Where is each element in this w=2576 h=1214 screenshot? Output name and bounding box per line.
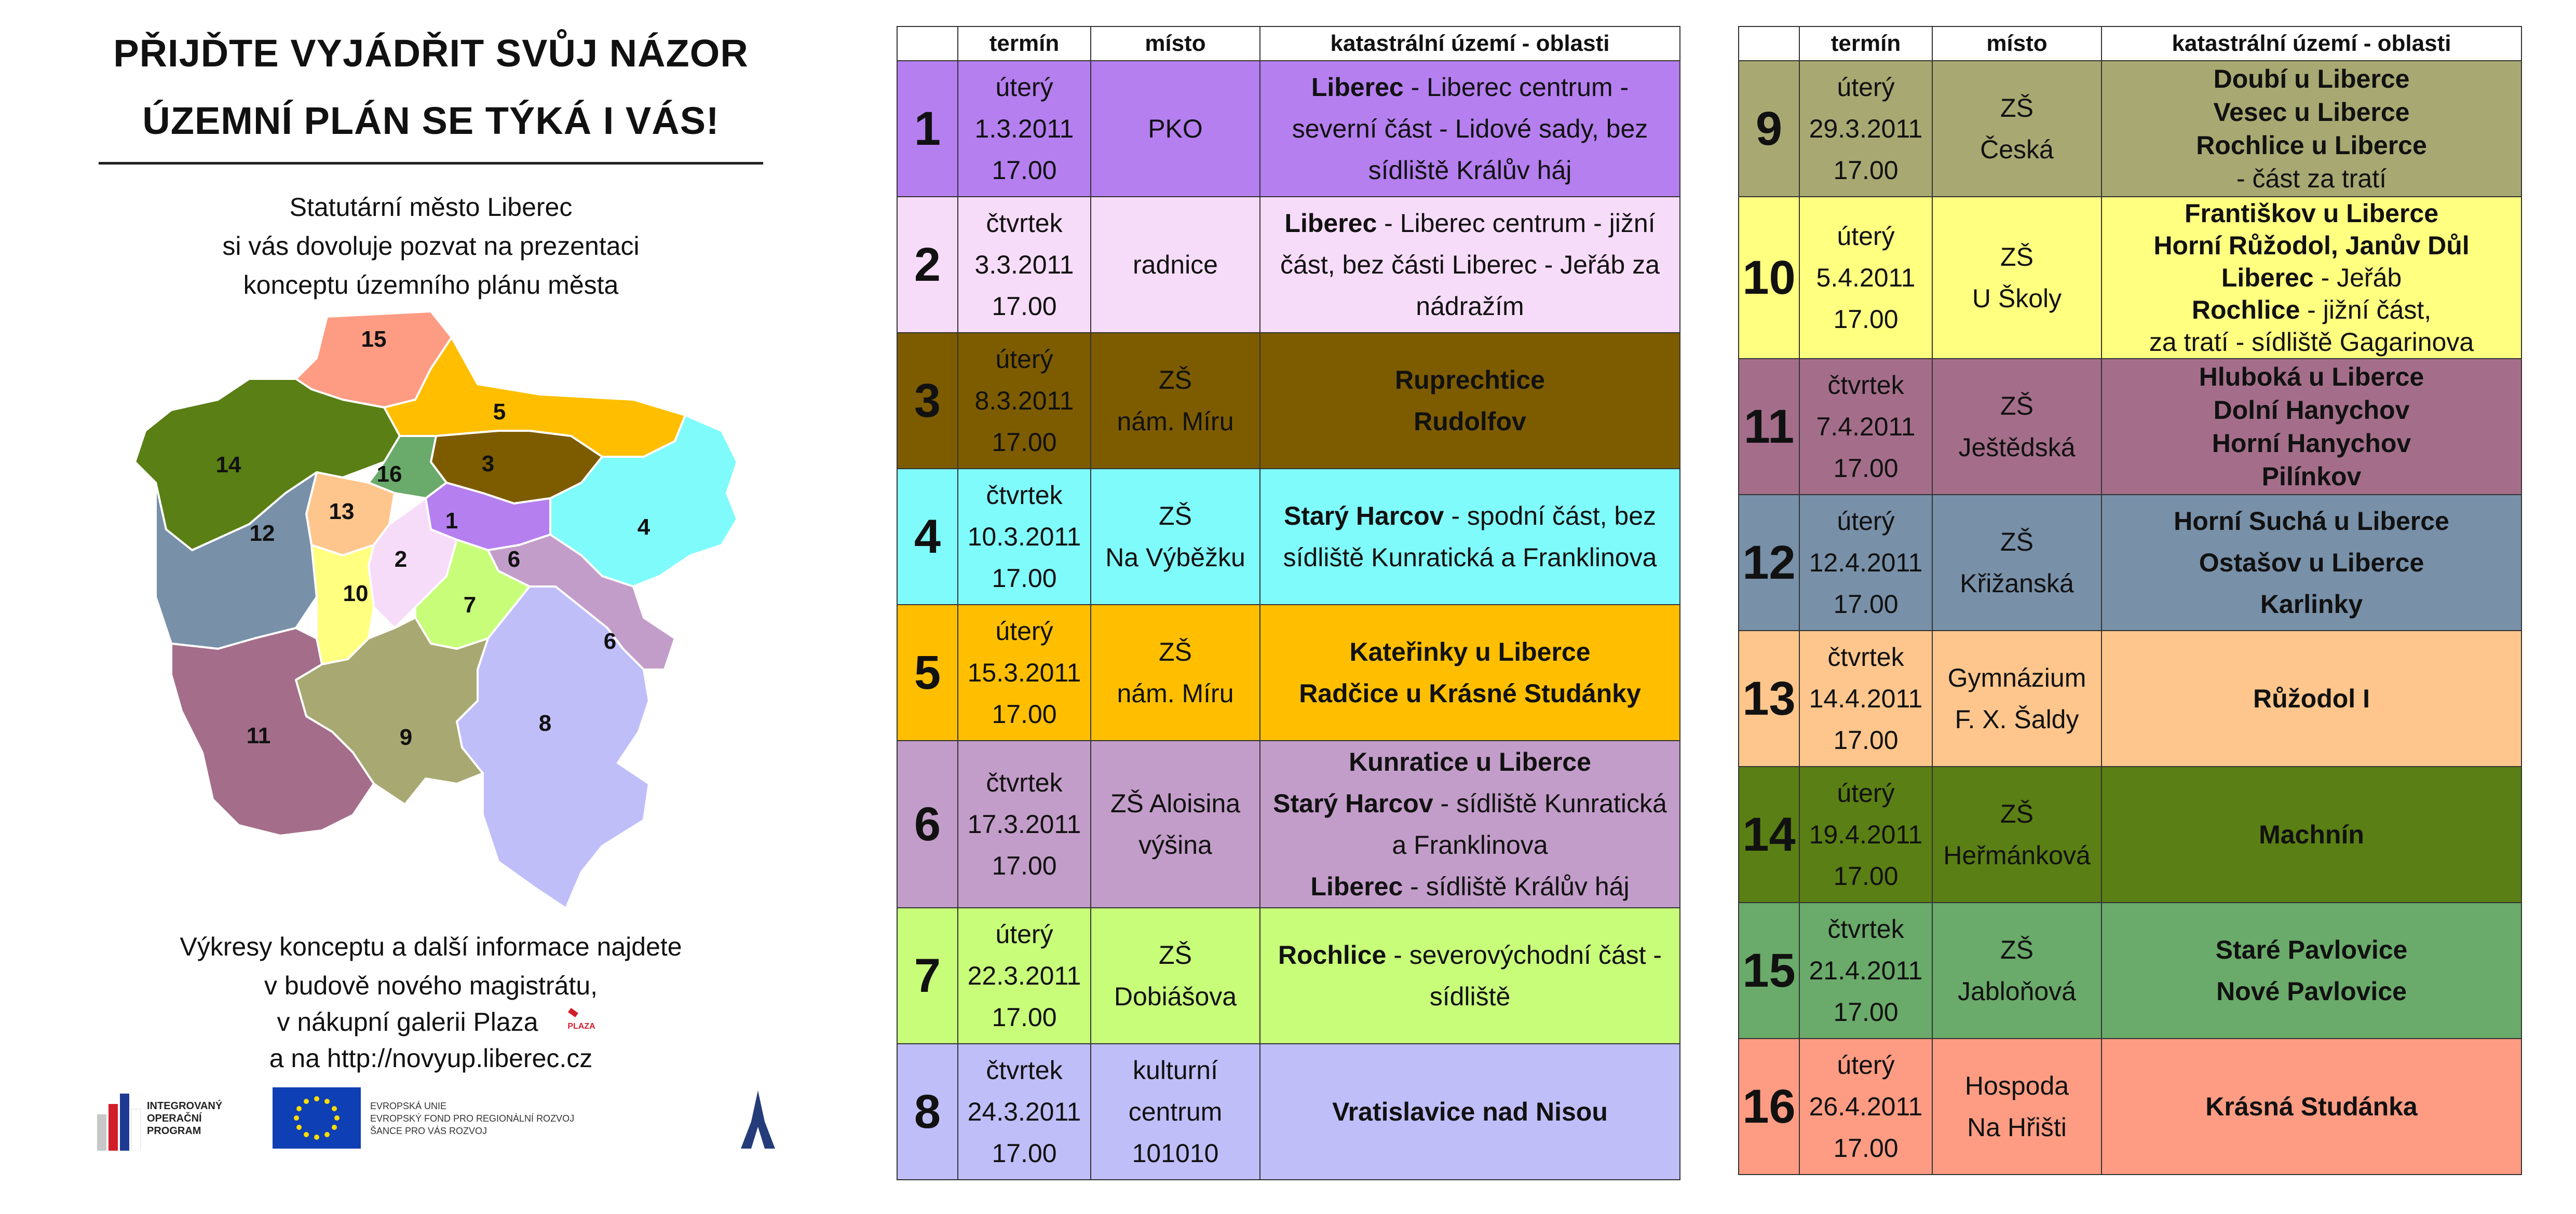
session-time: 17.00	[992, 156, 1057, 185]
session-number: 9	[1739, 61, 1799, 197]
intro-line: si vás dovoluje pozvat na prezentaci	[222, 231, 640, 261]
header-date: termín	[1799, 26, 1932, 61]
session-area-cell	[1260, 197, 1680, 333]
area-name: Horní Růžodol, Janův Důl	[2153, 231, 2470, 260]
session-date: 10.3.2011	[967, 522, 1081, 551]
eu-logo-text: EVROPSKÁ UNIE EVROPSKÝ FOND PRO REGIONÁLNÍ ROZVOJ ŠANCE PRO VÁS ROZVOJ	[370, 1101, 575, 1136]
table-row	[897, 61, 1680, 197]
schedule-table-left	[897, 26, 1680, 1180]
session-date-cell	[958, 908, 1091, 1044]
session-number: 3	[897, 333, 958, 469]
area-name: Ostašov u Liberce	[2199, 548, 2424, 577]
session-date-cell	[958, 605, 1091, 741]
session-area-cell	[2102, 197, 2521, 359]
liberec-emblem-icon	[740, 1090, 776, 1149]
area-name: Růžodol I	[2253, 684, 2370, 713]
session-place: centrum	[1128, 1097, 1223, 1126]
session-place-cell	[1932, 767, 2102, 903]
session-place: ZŠ	[2000, 527, 2033, 556]
session-day: úterý	[995, 73, 1053, 102]
map-label: 11	[246, 723, 271, 748]
session-date-cell	[1799, 197, 1932, 359]
session-place-cell	[1932, 359, 2102, 495]
table-row	[1739, 631, 2521, 767]
session-place: ZŠ	[1159, 637, 1192, 666]
session-time: 17.00	[992, 851, 1057, 880]
session-place: U Školy	[1972, 284, 2062, 313]
header-blank	[1739, 26, 1799, 61]
session-area-cell	[2102, 767, 2521, 903]
session-place: ZŠ	[2000, 242, 2033, 271]
session-date: 17.3.2011	[967, 810, 1081, 839]
header-blank	[897, 26, 958, 61]
session-place: 101010	[1132, 1139, 1219, 1168]
session-number: 8	[897, 1044, 958, 1180]
session-date: 7.4.2011	[1816, 412, 1916, 441]
area-name: Starý Harcov	[1273, 789, 1433, 818]
session-place: Gymnázium	[1947, 663, 2086, 692]
session-date: 5.4.2011	[1816, 263, 1916, 292]
session-area-cell	[1260, 908, 1680, 1044]
table-row	[897, 605, 1680, 741]
session-place: Křižanská	[1960, 569, 2074, 598]
session-date: 1.3.2011	[974, 114, 1074, 143]
session-place: F. X. Šaldy	[1955, 705, 2079, 734]
session-number: 14	[1739, 767, 1799, 903]
session-date: 14.4.2011	[1809, 684, 1923, 713]
session-date-cell	[958, 1044, 1091, 1180]
session-day: úterý	[995, 345, 1053, 374]
session-place-cell	[1091, 469, 1260, 605]
district-map	[125, 306, 758, 919]
session-number: 5	[897, 605, 958, 741]
table-header-row	[897, 26, 1680, 61]
session-number: 11	[1739, 359, 1799, 495]
session-place: radnice	[1133, 250, 1218, 279]
session-place: kulturní	[1133, 1056, 1218, 1085]
map-label: 6	[507, 547, 521, 572]
area-name: Machnín	[2259, 820, 2364, 849]
session-date-cell	[958, 469, 1091, 605]
session-place: Na Výběžku	[1105, 543, 1245, 572]
footer-line: v nákupní galerii Plaza	[277, 1007, 538, 1036]
session-place: PKO	[1148, 114, 1203, 143]
table-row	[1739, 495, 2521, 631]
session-day: čtvrtek	[986, 209, 1063, 238]
area-name: Krásná Studánka	[2205, 1092, 2418, 1121]
map-label: 12	[249, 521, 275, 546]
area-detail: - spodní část, bez sídliště Kunratická a Franklinova	[1283, 501, 1657, 572]
map-label: 1	[445, 508, 458, 534]
session-place: ZŠ	[2000, 799, 2033, 828]
session-place-cell	[1932, 197, 2102, 359]
session-time: 17.00	[1833, 862, 1899, 891]
area-detail: - sídliště Králův háj	[1403, 872, 1630, 901]
session-place-cell	[1932, 61, 2102, 197]
plaza-logo	[561, 1006, 602, 1032]
map-label: 13	[329, 499, 355, 524]
session-day: úterý	[1837, 1051, 1895, 1080]
session-place: Ještědská	[1958, 433, 2076, 462]
session-place: Na Hřišti	[1967, 1113, 2067, 1142]
invitation-panel	[83, 26, 779, 1199]
session-time: 17.00	[992, 1139, 1057, 1168]
page-subtitle: ÚZEMNÍ PLÁN SE TÝKÁ I VÁS!	[142, 99, 720, 142]
session-day: čtvrtek	[986, 768, 1063, 797]
session-area-cell	[1260, 741, 1680, 908]
table-row	[1739, 359, 2521, 495]
session-date-cell	[958, 333, 1091, 469]
area-name: Rochlice	[2191, 295, 2300, 324]
area-name: Liberec	[1310, 872, 1403, 901]
session-day: čtvrtek	[1827, 915, 1904, 944]
session-date: 8.3.2011	[974, 386, 1074, 415]
table-row	[897, 333, 1680, 469]
session-date: 24.3.2011	[967, 1097, 1081, 1126]
footer-line: Výkresy konceptu a další informace najdete	[180, 932, 682, 961]
session-place: ZŠ	[1159, 501, 1192, 530]
area-detail: - Jeřáb	[2313, 263, 2402, 292]
session-time: 17.00	[992, 428, 1057, 457]
session-area-cell	[2102, 631, 2521, 767]
session-day: úterý	[1837, 222, 1895, 251]
page-title: PŘIJĎTE VYJÁDŘIT SVŮJ NÁZOR	[113, 32, 749, 75]
session-number: 13	[1739, 631, 1799, 767]
session-time: 17.00	[992, 700, 1057, 729]
area-name: Liberec	[1311, 73, 1404, 102]
session-place-cell	[1932, 631, 2102, 767]
session-place: Jabloňová	[1958, 977, 2076, 1006]
session-day: úterý	[995, 920, 1053, 949]
footer-line: a na http://novyup.liberec.cz	[269, 1044, 593, 1073]
session-place-cell	[1091, 61, 1260, 197]
table-row	[1739, 767, 2521, 903]
session-area-cell	[1260, 1044, 1680, 1180]
table-row	[1739, 903, 2521, 1039]
table-header-row	[1739, 26, 2521, 61]
table-row	[897, 197, 1680, 333]
session-day: úterý	[1837, 73, 1895, 102]
area-name: Kateřinky u Liberce	[1349, 637, 1591, 666]
session-date-cell	[1799, 903, 1932, 1039]
session-date-cell	[1799, 61, 1932, 197]
table-row	[897, 1044, 1680, 1180]
session-number: 16	[1739, 1039, 1799, 1175]
area-name: Vratislavice nad Nisou	[1332, 1097, 1608, 1126]
map-label: 3	[481, 451, 495, 476]
session-day: úterý	[1837, 507, 1895, 536]
area-name: Staré Pavlovice	[2215, 935, 2408, 964]
title-divider	[99, 162, 763, 165]
map-label: 5	[493, 399, 506, 425]
session-day: čtvrtek	[1827, 643, 1904, 672]
session-date: 19.4.2011	[1809, 820, 1923, 849]
session-area-cell	[1260, 605, 1680, 741]
session-date-cell	[958, 197, 1091, 333]
session-time: 17.00	[1833, 1134, 1899, 1163]
session-number: 15	[1739, 903, 1799, 1039]
session-place-cell	[1091, 605, 1260, 741]
session-place: Česká	[1980, 135, 2054, 164]
session-date: 22.3.2011	[967, 961, 1081, 990]
area-detail: za tratí - sídliště Gagarinova	[2149, 328, 2474, 357]
session-place-cell	[1091, 741, 1260, 908]
session-place-cell	[1091, 1044, 1260, 1180]
session-place-cell	[1932, 1039, 2102, 1175]
session-date-cell	[1799, 767, 1932, 903]
session-number: 2	[897, 197, 958, 333]
session-time: 17.00	[992, 292, 1057, 321]
area-name: Dolní Hanychov	[2213, 395, 2410, 425]
session-date-cell	[958, 61, 1091, 197]
area-name: Pilínkov	[2261, 462, 2362, 491]
session-date-cell	[1799, 495, 1932, 631]
map-label: 14	[215, 452, 241, 478]
session-place: ZŠ	[2000, 93, 2033, 122]
session-date: 26.4.2011	[1809, 1092, 1923, 1121]
session-area-cell	[2102, 903, 2521, 1039]
table-row	[1739, 197, 2521, 359]
footer-line: v budově nového magistrátu,	[264, 971, 598, 1000]
session-time: 17.00	[1833, 156, 1899, 185]
session-number: 7	[897, 908, 958, 1044]
session-time: 17.00	[1833, 998, 1899, 1027]
table-row	[1739, 1039, 2521, 1175]
session-date-cell	[958, 741, 1091, 908]
area-name: Starý Harcov	[1283, 501, 1444, 530]
area-name: Horní Suchá u Liberce	[2174, 507, 2449, 536]
session-time: 17.00	[1833, 590, 1899, 619]
session-number: 12	[1739, 495, 1799, 631]
header-area: katastrální území - oblasti	[1260, 26, 1680, 61]
session-date-cell	[1799, 359, 1932, 495]
area-name: Hluboká u Liberce	[2199, 362, 2424, 391]
session-place: ZŠ	[1159, 940, 1192, 970]
header-area: katastrální území - oblasti	[2102, 26, 2521, 61]
session-date: 29.3.2011	[1809, 114, 1923, 143]
area-name: Františkov u Liberce	[2184, 199, 2439, 228]
map-label: 10	[343, 581, 369, 606]
area-name: Nové Pavlovice	[2216, 977, 2407, 1006]
session-time: 17.00	[1833, 726, 1899, 755]
intro-line: Statutární město Liberec	[289, 193, 573, 222]
schedule-table-right	[1738, 26, 2522, 1175]
area-detail: - severovýchodní část - sídliště	[1386, 940, 1662, 1011]
area-detail: - Liberec centrum - jižní část, bez části Liberec - Jeřáb za nádražím	[1280, 209, 1660, 321]
table-row	[897, 908, 1680, 1044]
session-area-cell	[2102, 359, 2521, 495]
session-day: čtvrtek	[986, 1056, 1063, 1085]
session-number: 4	[897, 469, 958, 605]
session-day: čtvrtek	[986, 481, 1063, 510]
area-name: Vesec u Liberce	[2213, 98, 2410, 127]
session-place-cell	[1091, 908, 1260, 1044]
session-date: 21.4.2011	[1809, 956, 1923, 985]
map-label: 2	[394, 547, 408, 572]
area-name: Kunratice u Liberce	[1349, 747, 1591, 776]
session-area-cell	[1260, 61, 1680, 197]
session-date-cell	[1799, 1039, 1932, 1175]
map-label: 16	[376, 461, 402, 487]
header-place: místo	[1932, 26, 2102, 61]
sponsor-logos	[96, 1087, 776, 1160]
map-label: 6	[603, 629, 617, 654]
session-date: 3.3.2011	[974, 250, 1074, 279]
session-place-cell	[1091, 333, 1260, 469]
eu-flag-icon	[273, 1087, 361, 1149]
iop-logo-icon	[96, 1094, 143, 1151]
session-date-cell	[1799, 631, 1932, 767]
session-time: 17.00	[992, 1003, 1057, 1032]
area-name: Liberec	[2221, 263, 2314, 292]
area-name: Karlinky	[2260, 590, 2363, 619]
table-row	[897, 741, 1680, 908]
table-row	[897, 469, 1680, 605]
session-number: 6	[897, 741, 958, 908]
session-area-cell	[2102, 61, 2521, 197]
map-label: 9	[399, 725, 413, 750]
session-number: 10	[1739, 197, 1799, 359]
area-detail: - sídliště Kunratická a Franklinova	[1392, 789, 1667, 860]
session-place: ZŠ	[1159, 365, 1192, 394]
map-label: 4	[637, 514, 650, 540]
session-place: nám. Míru	[1117, 679, 1234, 708]
session-date: 12.4.2011	[1809, 548, 1923, 577]
area-name: Rudolfov	[1414, 407, 1526, 436]
area-name: Ruprechtice	[1395, 365, 1545, 394]
map-label: 7	[463, 592, 477, 618]
session-place: ZŠ	[2000, 935, 2033, 964]
area-name: Liberec	[1284, 209, 1377, 238]
session-date: 15.3.2011	[967, 658, 1081, 687]
session-time: 17.00	[992, 564, 1057, 593]
area-name: Horní Hanychov	[2212, 429, 2411, 458]
area-detail: - část za tratí	[2236, 164, 2387, 193]
session-area-cell	[2102, 1039, 2521, 1175]
area-name: Rochlice	[1278, 940, 1387, 970]
area-name: Rochlice u Liberce	[2196, 131, 2427, 160]
session-place: výšina	[1138, 830, 1212, 860]
area-name: Radčice u Krásné Studánky	[1299, 679, 1641, 708]
session-place: Hospoda	[1964, 1071, 2069, 1100]
session-time: 17.00	[1833, 305, 1899, 334]
session-area-cell	[1260, 469, 1680, 605]
session-place: ZŠ	[2000, 391, 2033, 420]
session-day: čtvrtek	[1827, 371, 1904, 400]
map-label: 15	[361, 326, 387, 352]
session-area-cell	[1260, 333, 1680, 469]
session-place-cell	[1932, 495, 2102, 631]
svg-text:PLAZA: PLAZA	[567, 1022, 595, 1031]
session-day: úterý	[1837, 779, 1895, 808]
session-place-cell	[1932, 903, 2102, 1039]
session-place: Heřmánková	[1943, 841, 2091, 870]
session-area-cell	[2102, 495, 2521, 631]
session-place: Dobiášova	[1114, 982, 1237, 1011]
iop-logo-text: INTEGROVANÝ OPERAČNÍ PROGRAM	[147, 1100, 223, 1137]
intro-line: konceptu územního plánu města	[243, 270, 619, 299]
header-place: místo	[1091, 26, 1260, 61]
session-time: 17.00	[1833, 454, 1899, 483]
map-label: 8	[538, 711, 552, 736]
session-number: 1	[897, 61, 958, 197]
session-place-cell	[1091, 197, 1260, 333]
session-place: nám. Míru	[1117, 407, 1234, 436]
area-name: Doubí u Liberce	[2213, 64, 2410, 93]
area-detail: - jižní část,	[2300, 295, 2432, 324]
table-row	[1739, 61, 2521, 197]
session-day: úterý	[995, 617, 1053, 646]
header-date: termín	[958, 26, 1091, 61]
area-detail: - Liberec centrum - severní část - Lidové sady, bez sídliště Králův háj	[1292, 73, 1648, 185]
session-place: ZŠ Aloisina	[1110, 789, 1241, 818]
